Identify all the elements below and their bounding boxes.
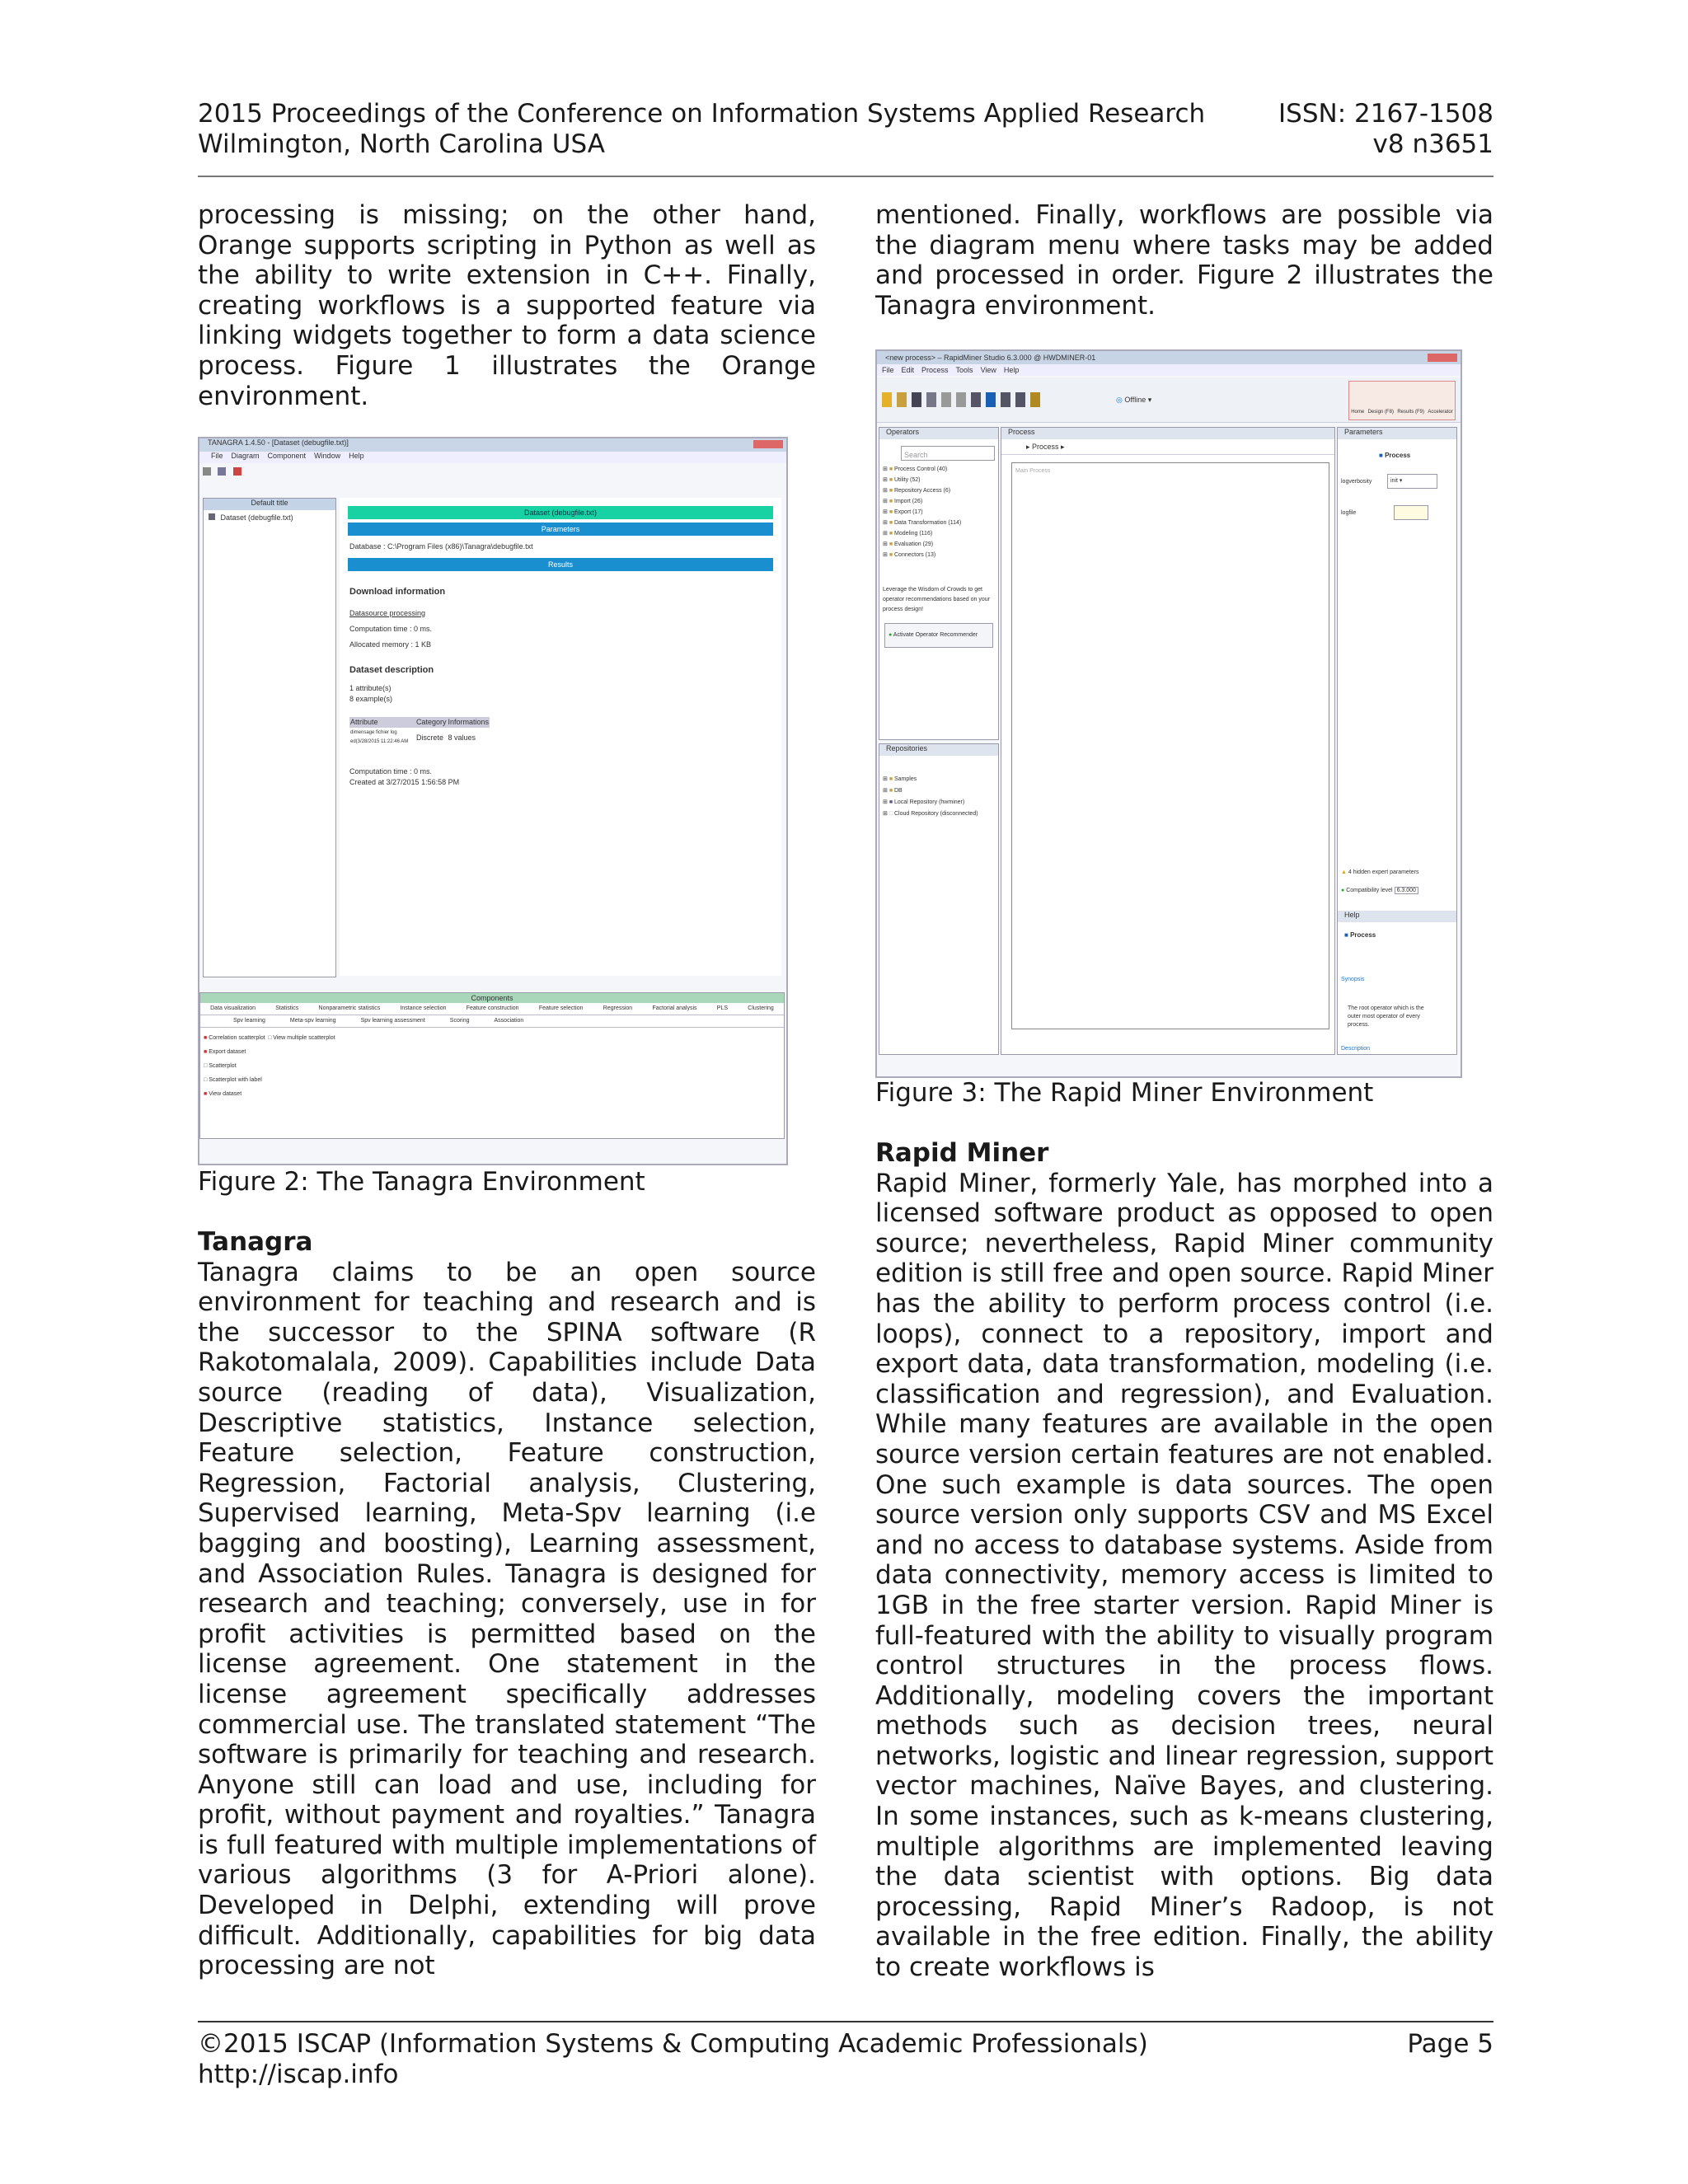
download-title: Download information <box>349 587 446 597</box>
menu-view[interactable]: View <box>980 366 996 374</box>
table-header: Informations <box>448 718 489 726</box>
window-controls-icon[interactable] <box>1428 354 1457 362</box>
components-tabs-row1 <box>200 1003 784 1015</box>
tree-item[interactable]: ⊞ ■ Modeling (116) <box>883 531 933 537</box>
folder-icon: ■ <box>889 776 893 782</box>
database-path: Database : C:\Program Files (x86)\Tanagra\debugfile.txt <box>349 542 533 551</box>
right-intro: mentioned. Finally, workflows are possible via the diagram menu where tasks may be added and processed in order. Figure 2 illustrates the Tanagra environment. <box>875 200 1493 321</box>
window-controls-icon[interactable] <box>753 440 783 448</box>
tree-item[interactable]: ⊞ □ Cloud Repository (disconnected) <box>883 811 978 817</box>
repositories-panel <box>879 743 999 1055</box>
scatter-label-icon: □ <box>204 1077 209 1083</box>
check-icon: ● <box>1341 888 1345 893</box>
list-item[interactable]: □ Scatterplot with label <box>204 1077 262 1083</box>
process-panel <box>1001 427 1335 1055</box>
help-title: ■ Process <box>1344 931 1376 939</box>
menu-help[interactable]: Help <box>1003 366 1020 374</box>
page-header <box>198 99 1493 160</box>
tanagra-titlebar: TANAGRA 1.4.50 - [Dataset (debugfile.txt)] <box>199 438 786 452</box>
new-icon[interactable] <box>203 467 211 476</box>
menu-window[interactable]: Window <box>314 452 341 460</box>
list-item[interactable]: ■ View dataset <box>204 1091 242 1097</box>
cloud-icon: □ <box>889 811 893 817</box>
results-bar: Results <box>348 558 773 571</box>
table-cell: Discrete <box>415 733 443 742</box>
tree-item[interactable]: ⊞ ■ Local Repository (hwminer) <box>883 799 965 805</box>
synopsis-link[interactable]: Synopsis <box>1341 977 1365 982</box>
figure3-caption: Figure 3: The Rapid Miner Environment <box>875 1078 1374 1108</box>
tanagra-screenshot <box>198 437 788 1165</box>
rapidminer-heading: Rapid Miner <box>875 1138 1049 1168</box>
tanagra-body: Tanagra claims to be an open source environment for teaching and research and is the successor to the SPINA software (R Rakotomalala, 2009). Capabilities include Data source (reading of data), Visualization, Descriptive statistics, Instance selection, Feature selection, Feature construction, Regression, Factorial analysis, Clustering, Supervised learning, Meta-Spv learning (i.e bagging and boosting), Learning assessment, and Association Rules. Tanagra is designed for research and teaching; conversely, use in for profit activities is permitted based on the license agreement. One statement in the license agreement specifically addresses commercial use. The translated statement “The software is primarily for teaching and research. Anyone still can load and use, including for profit, without payment and royalties.” Tanagra is full featured with multiple implementations of various algorithms (3 for A-Priori alone). Developed in Delphi, extending will prove difficult. Additionally, capabilities for big data processing are not <box>198 1257 816 1981</box>
hidden-params[interactable]: ▲ 4 hidden expert parameters <box>1341 869 1419 875</box>
offline-status[interactable]: ◎ Offline ▾ <box>1116 396 1152 404</box>
new-process-icon[interactable] <box>882 392 892 407</box>
rapidminer-screenshot <box>875 349 1462 1078</box>
tab-statistics[interactable]: Statistics <box>275 1005 299 1011</box>
list-item[interactable]: □ View multiple scatterplot <box>268 1035 335 1041</box>
comp-time: Computation time : 0 ms. <box>349 625 433 633</box>
dataset-bar: Dataset (debugfile.txt) <box>348 506 773 519</box>
tanagra-results-panel <box>340 498 781 976</box>
tab-clustering[interactable]: Clustering <box>748 1005 774 1011</box>
table-header: Attribute <box>350 718 378 726</box>
tree-item[interactable]: ⊞ ■ DB <box>883 788 903 794</box>
menu-component[interactable]: Component <box>267 452 307 460</box>
export-icon: ■ <box>204 1049 209 1055</box>
folder-icon: ■ <box>889 552 893 558</box>
page-number: Page 5 <box>1407 2029 1493 2059</box>
repository-tree <box>879 756 998 820</box>
process-canvas[interactable] <box>1011 462 1329 1029</box>
tab-parameters[interactable]: Parameters <box>1338 428 1456 439</box>
save-as-icon[interactable] <box>926 392 936 407</box>
tree-item[interactable]: ⊞ ■ Connectors (13) <box>883 552 936 558</box>
tab-scoring[interactable]: Scoring <box>449 1018 470 1024</box>
toolbar-buttons <box>882 392 1040 407</box>
tab-process[interactable]: Process <box>1001 428 1334 439</box>
param-label: logfile <box>1341 510 1357 516</box>
tab-factorial[interactable]: Factorial analysis <box>652 1005 697 1011</box>
check-icon: ● <box>889 632 893 638</box>
open-icon[interactable] <box>897 392 907 407</box>
activate-recommender-button[interactable]: ● Activate Operator Recommender <box>884 623 993 648</box>
components-panel <box>199 992 785 1139</box>
tree-item[interactable]: ⊞ ■ Evaluation (29) <box>883 541 934 547</box>
logfile-input[interactable] <box>1394 505 1428 520</box>
process-icon: ■ <box>1379 452 1383 459</box>
run-icon[interactable] <box>971 392 981 407</box>
globe-icon: ◎ <box>1116 396 1123 404</box>
rm-menubar <box>877 364 1461 376</box>
tab-repositories[interactable]: Repositories <box>879 744 998 756</box>
tab-instance-selection[interactable]: Instance selection <box>400 1005 447 1011</box>
tab-spv-assessment[interactable]: Spv learning assessment <box>360 1018 425 1024</box>
volume: v8 n3651 <box>1372 129 1493 159</box>
params-title: ■ Process <box>1379 452 1411 459</box>
tanagra-menubar <box>199 452 786 463</box>
menu-help[interactable]: Help <box>349 452 364 460</box>
components-tabs-row2 <box>200 1015 784 1028</box>
folder-icon: ■ <box>889 477 893 483</box>
tab-data-visualization[interactable]: Data visualization <box>210 1005 256 1011</box>
parameters-panel <box>1337 427 1457 1055</box>
menu-file[interactable]: File <box>882 366 894 374</box>
pause-icon[interactable] <box>1001 392 1010 407</box>
process-icon: ■ <box>1344 931 1348 939</box>
view-accelerator[interactable]: Accelerator <box>1428 410 1453 415</box>
rapidminer-body: Rapid Miner, formerly Yale, has morphed into a licensed software product as opposed to open source; nevertheless, Rapid Miner community edition is still free and open source. Rapid Miner has the ability to perform process control (i.e. loops), connect to a repository, import and export data, data transformation, modeling (i.e. classification and regression), and Evaluation. While many features are available in the open source version certain features are not enabled. One such example is data sources. The open source version only supports CSV and MS Excel and no access to database systems. Aside from data connectivity, memory access is limited to 1GB in the free starter version. Rapid Miner is full-featured with the ability to visually program control structures in the process flows. Additionally, modeling covers the important methods such as decision trees, neural networks, logistic and linear regression, support vector machines, Naïve Bayes, and clustering. In some instances, such as k-means clustering, multiple algorithms are implemented leaving the data scientist with options. Big data processing, Rapid Miner’s Radoop, is not available in the free edition. Finally, the ability to create workflows is <box>875 1168 1493 1983</box>
list-item[interactable]: ■ Correlation scatterplot <box>204 1035 265 1041</box>
table-header: Category <box>415 718 447 726</box>
scatter-icon: □ <box>204 1063 209 1069</box>
menu-diagram[interactable]: Diagram <box>231 452 260 460</box>
location: Wilmington, North Carolina USA <box>198 129 605 159</box>
deploy-icon[interactable] <box>1030 392 1040 407</box>
rm-titlebar: <new process> – RapidMiner Studio 6.3.000 @ HWDMINER-01 <box>877 351 1461 364</box>
list-item[interactable]: ■ Export dataset <box>204 1049 246 1055</box>
perspective-switcher <box>1348 381 1456 420</box>
tanagra-heading: Tanagra <box>198 1227 313 1257</box>
local-repo-icon: ■ <box>889 799 893 805</box>
folder-icon: ■ <box>889 531 893 537</box>
menu-file[interactable]: File <box>211 452 223 460</box>
example-count: 8 example(s) <box>349 695 393 703</box>
tab-feature-selection[interactable]: Feature selection <box>538 1005 584 1011</box>
attr-count: 1 attribute(s) <box>349 684 392 692</box>
tab-spv-learning[interactable]: Spv learning <box>233 1018 265 1024</box>
tree-item[interactable]: ⊞ ■ Export (17) <box>883 509 923 515</box>
header-rule <box>198 176 1493 177</box>
db-icon: ■ <box>889 788 893 794</box>
tab-meta-spv[interactable]: Meta-spv learning <box>289 1018 336 1024</box>
ds-processing: Datasource processing <box>349 609 426 617</box>
logverbosity-select[interactable]: init ▾ <box>1387 474 1437 489</box>
conference-title: 2015 Proceedings of the Conference on Information Systems Applied Research <box>198 99 1206 129</box>
compat-level: ● Compatibility level 6.3.000 <box>1341 886 1418 895</box>
tree-item[interactable]: ⊞ ■ Import (26) <box>883 499 923 504</box>
rm-toolbar <box>877 377 1461 423</box>
attribute-table <box>349 717 490 748</box>
redo-icon[interactable] <box>956 392 966 407</box>
compat-value[interactable]: 6.3.000 <box>1395 887 1418 894</box>
issn: ISSN: 2167-1508 <box>1278 99 1493 129</box>
description-link[interactable]: Description <box>1341 1046 1371 1052</box>
operators-panel <box>879 427 999 740</box>
view-design[interactable]: Design (F8) <box>1367 410 1394 415</box>
view-results[interactable]: Results (F9) <box>1397 410 1424 415</box>
folder-icon: ■ <box>889 520 893 526</box>
dataset-title: Dataset description <box>349 665 434 675</box>
tanagra-toolbar <box>203 465 269 476</box>
footer-url[interactable]: http://iscap.info <box>198 2060 399 2089</box>
save-icon[interactable] <box>912 392 921 407</box>
table-cell: dimensage fichier log ed(3/28/2015 11:22:46 AM <box>350 730 409 744</box>
menu-tools[interactable]: Tools <box>955 366 973 374</box>
folder-icon: ■ <box>889 541 893 547</box>
dataset-icon <box>209 513 215 520</box>
main-process-label: Main Process <box>1015 468 1051 474</box>
list-item[interactable]: □ Scatterplot <box>204 1063 237 1069</box>
tanagra-tree-panel <box>203 498 336 977</box>
parameters-bar: Parameters <box>348 523 773 536</box>
tab-feature-construction[interactable]: Feature construction <box>466 1005 519 1011</box>
tab-operators[interactable]: Operators <box>879 428 998 439</box>
menu-edit[interactable]: Edit <box>901 366 915 374</box>
tree-header: Default title <box>204 499 335 510</box>
tree-item[interactable]: ⊞ ■ Samples <box>883 776 917 782</box>
help-text: The root operator which is the outer most operator of every process. <box>1348 1005 1424 1028</box>
alloc-mem: Allocated memory : 1 KB <box>349 640 432 649</box>
table-cell: 8 values <box>448 733 476 742</box>
save-icon[interactable] <box>233 467 241 476</box>
multi-scatter-icon: □ <box>268 1035 274 1041</box>
chart-icon: ■ <box>204 1035 209 1041</box>
tab-nonparametric[interactable]: Nonparametric statistics <box>318 1005 381 1011</box>
folder-icon: ■ <box>889 499 893 504</box>
undo-icon[interactable] <box>941 392 951 407</box>
footer-rule <box>198 2021 1493 2022</box>
comp-time-2: Computation time : 0 ms. <box>349 767 433 776</box>
tree-item-dataset[interactable]: Dataset (debugfile.txt) <box>204 510 335 526</box>
open-icon[interactable] <box>218 467 226 476</box>
tree-item[interactable]: ⊞ ■ Utility (52) <box>883 477 921 483</box>
warning-icon: ▲ <box>1341 869 1347 875</box>
folder-icon: ■ <box>889 488 893 494</box>
view-icon: ■ <box>204 1091 209 1097</box>
copyright: ©2015 ISCAP (Information Systems & Computing Academic Professionals) <box>198 2029 1148 2059</box>
right-column-lower <box>875 1078 1493 1983</box>
tree-item[interactable]: ⊞ ■ Process Control (40) <box>883 466 948 472</box>
operator-tree <box>879 464 998 560</box>
view-home[interactable]: Home <box>1351 410 1365 415</box>
tree-item[interactable]: ⊞ ■ Repository Access (6) <box>883 488 951 494</box>
folder-icon: ■ <box>889 466 893 472</box>
components-title: Components <box>200 993 784 1003</box>
left-intro: processing is missing; on the other hand, Orange supports scripting in Python as well as the ability to write extension in C++. Finally, creating workflows is a supported feature via linking widgets together to form a data science process. Figure 1 illustrates the Orange environment. <box>198 200 816 411</box>
left-column-lower <box>198 1167 816 1981</box>
tab-regression[interactable]: Regression <box>603 1005 633 1011</box>
page-footer <box>198 2029 1493 2090</box>
wisdom-text: Leverage the Wisdom of Crowds to get operator recommendations based on your process design! <box>883 587 990 612</box>
tab-pls[interactable]: PLS <box>716 1005 729 1011</box>
operator-search-input[interactable]: Search <box>901 446 995 461</box>
menu-process[interactable]: Process <box>921 366 949 374</box>
stop-icon[interactable] <box>1015 392 1025 407</box>
component-list <box>204 1031 265 1101</box>
tab-association[interactable]: Association <box>494 1018 524 1024</box>
tab-help[interactable]: Help <box>1338 911 1456 922</box>
created-at: Created at 3/27/2015 1:56:58 PM <box>349 778 460 786</box>
play-icon[interactable] <box>986 392 996 407</box>
tree-item[interactable]: ⊞ ■ Data Transformation (114) <box>883 520 962 526</box>
param-label: logverbosity <box>1341 479 1372 485</box>
folder-icon: ■ <box>889 509 893 515</box>
figure2-caption: Figure 2: The Tanagra Environment <box>198 1167 645 1197</box>
process-breadcrumb[interactable]: ▸ Process ▸ <box>1001 439 1334 455</box>
